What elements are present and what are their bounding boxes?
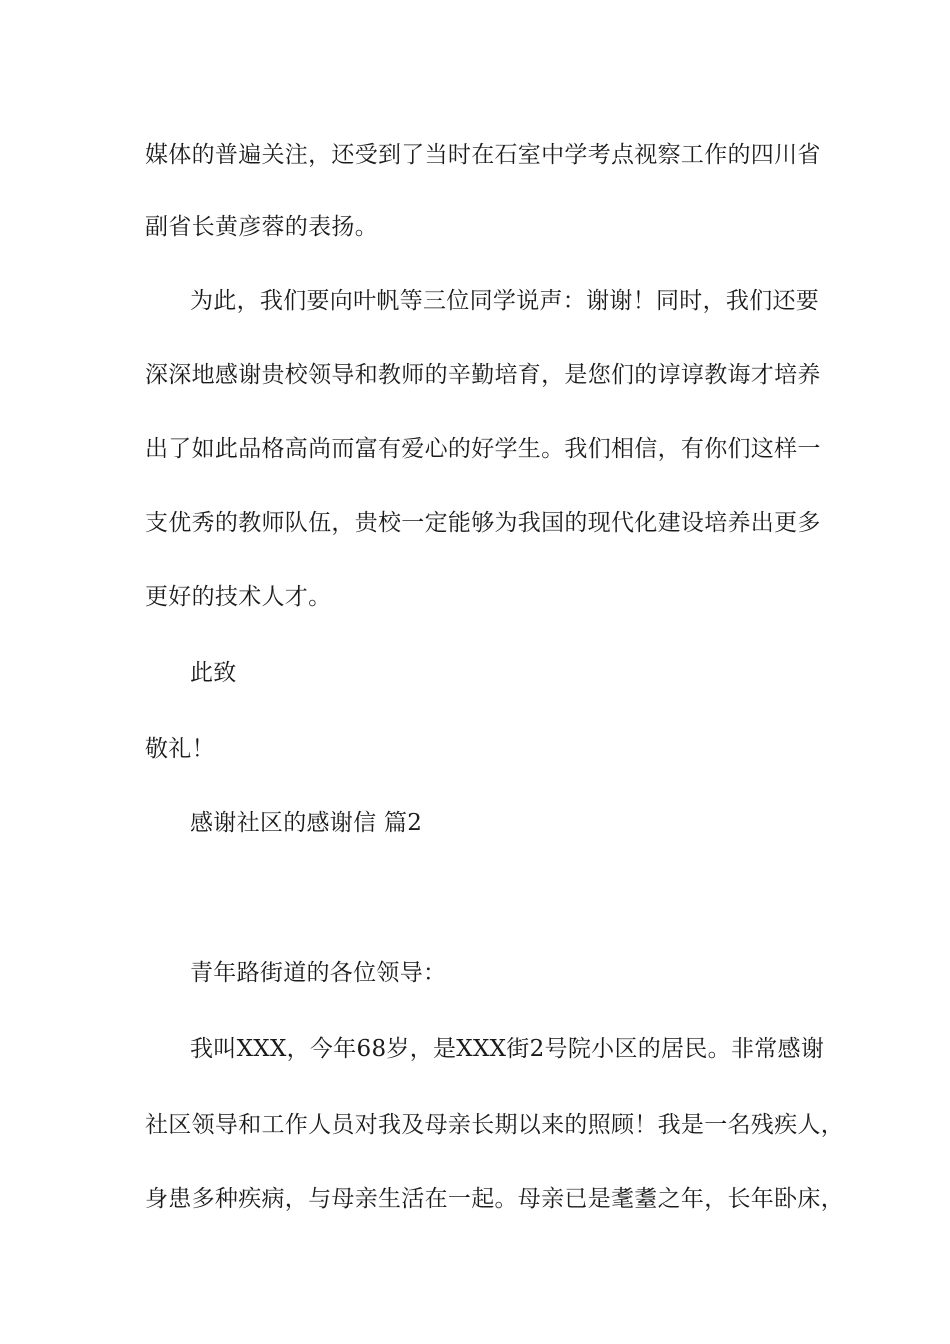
paragraph-line: 支优秀的教师队伍，贵校一定能够为我国的现代化建设培养出更多 [145, 510, 821, 536]
paragraph-line: 社区领导和工作人员对我及母亲长期以来的照顾！我是一名残疾人， [145, 1112, 844, 1138]
paragraph-line: 出了如此品格高尚而富有爱心的好学生。我们相信，有你们这样一 [145, 436, 821, 462]
paragraph-line: 我叫XXX，今年68岁，是XXX街2号院小区的居民。非常感谢 [190, 1036, 825, 1062]
paragraph-line: 更好的技术人才。 [145, 584, 332, 610]
paragraph-line: 副省长黄彦蓉的表扬。 [145, 214, 378, 240]
paragraph-line: 深深地感谢贵校领导和教师的辛勤培育，是您们的谆谆教诲才培养 [145, 362, 821, 388]
paragraph-line: 为此，我们要向叶帆等三位同学说声：谢谢！同时，我们还要 [190, 288, 820, 314]
paragraph-line: 身患多种疾病，与母亲生活在一起。母亲已是耄耋之年，长年卧床， [145, 1186, 844, 1212]
section-title: 感谢社区的感谢信 篇2 [190, 810, 423, 836]
closing-line: 敬礼！ [145, 736, 215, 762]
paragraph-line: 媒体的普遍关注，还受到了当时在石室中学考点视察工作的四川省 [145, 142, 821, 168]
salutation: 青年路街道的各位领导： [190, 960, 447, 986]
closing-line: 此致 [190, 660, 237, 686]
